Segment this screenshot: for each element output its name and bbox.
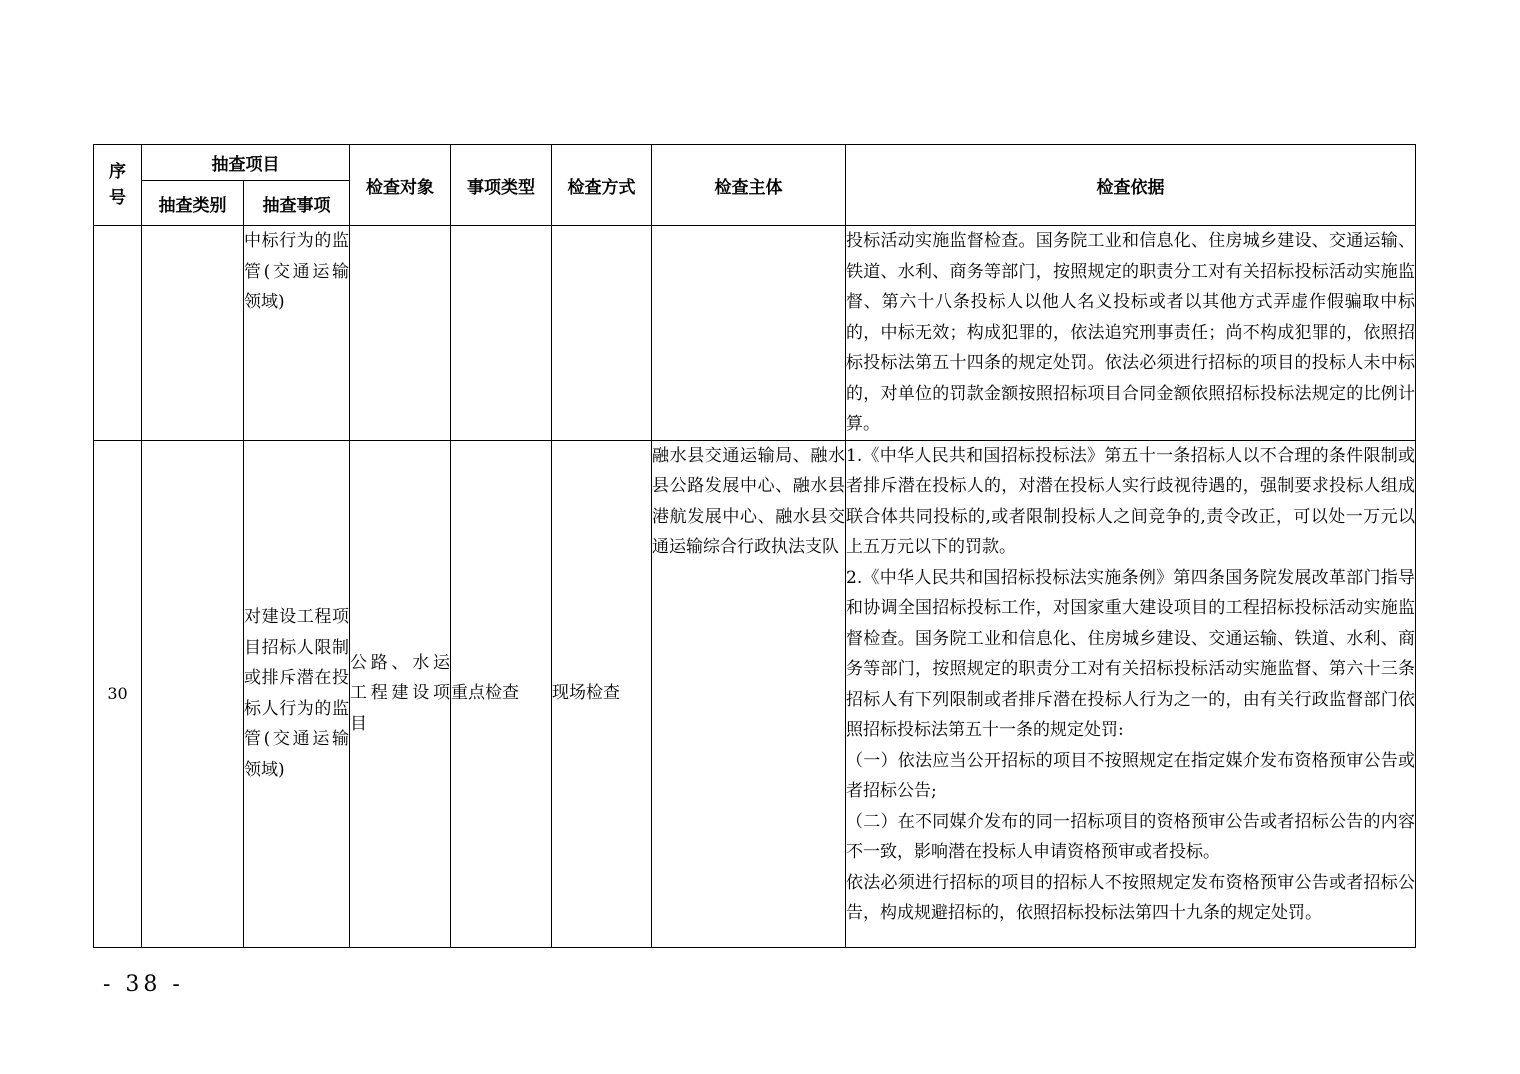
table-row: [94, 226, 1416, 441]
cell-seq: 30: [94, 440, 142, 947]
cell-target: [350, 226, 451, 441]
header-item: 抽查事项: [244, 181, 350, 226]
header-seq: 序号: [94, 145, 142, 226]
cell-category: [142, 226, 244, 441]
page-number: - 38 -: [103, 972, 184, 997]
table-row: [94, 440, 1416, 947]
cell-subject: [652, 226, 846, 441]
cell-basis: [846, 440, 1416, 947]
basis-paragraph: （二）在不同媒介发布的同一招标项目的资格预审公告或者招标公告的内容不一致，影响潜在投标人申请资格预审或者投标。: [846, 811, 1415, 862]
inspection-table: [93, 144, 1416, 948]
basis-paragraph: 2.《中华人民共和国招标投标法实施条例》第四条国务院发展改革部门指导和协调全国招标投标工作，对国家重大建设项目的工程招标投标活动实施监督检查。国务院工业和信息化、住房城乡建设、交通运输、铁道、水利、商务等部门，按照规定的职责分工对有关招标投标活动实施监督、第六十三条招标人有下列限制或者排斥潜在投标人行为之一的，由有关行政监督部门依照招标投标法第五十一条的规定处罚:: [846, 567, 1415, 740]
cell-method: [552, 226, 652, 441]
header-subject: 检查主体: [652, 145, 846, 226]
cell-target: 公路、水运工程建设项目: [350, 440, 451, 947]
cell-subject: 融水县交通运输局、融水县公路发展中心、融水县港航发展中心、融水县交通运输综合行政执法支队: [652, 440, 846, 947]
header-method: 检查方式: [552, 145, 652, 226]
header-target: 检查对象: [350, 145, 451, 226]
cell-category: [142, 440, 244, 947]
header-category: 抽查类别: [142, 181, 244, 226]
basis-paragraph: 依法必须进行招标的项目的招标人不按照规定发布资格预审公告或者招标公告，构成规避招标的，依照招标投标法第四十九条的规定处罚。: [846, 872, 1415, 923]
cell-item: 中标行为的监管(交通运输领域): [244, 226, 350, 441]
cell-method: 现场检查: [552, 440, 652, 947]
header-basis: 检查依据: [846, 145, 1416, 226]
cell-seq: [94, 226, 142, 441]
basis-paragraph: 投标活动实施监督检查。国务院工业和信息化、住房城乡建设、交通运输、铁道、水利、商务等部门，按照规定的职责分工对有关招标投标活动实施监督、第六十八条投标人以他人名义投标或者以其他方式弄虚作假骗取中标的，中标无效；构成犯罪的，依法追究刑事责任；尚不构成犯罪的，依照招标投标法第五十四条的规定处罚。依法必须进行招标的项目的投标人未中标的，对单位的罚款金额按照招标项目合同金额依照招标投标法规定的比例计算。: [846, 231, 1415, 434]
basis-paragraph: （一）依法应当公开招标的项目不按照规定在指定媒介发布资格预审公告或者招标公告;: [846, 750, 1415, 801]
cell-basis: [846, 226, 1416, 441]
basis-paragraph: 1.《中华人民共和国招标投标法》第五十一条招标人以不合理的条件限制或者排斥潜在投标人的，对潜在投标人实行歧视待遇的，强制要求投标人组成联合体共同投标的,或者限制投标人之间竞争的,责令改正，可以处一万元以上五万元以下的罚款。: [846, 445, 1415, 557]
header-project-group: 抽查项目: [142, 145, 350, 181]
cell-item: 对建设工程项目招标人限制或排斥潜在投标人行为的监管(交通运输领域): [244, 440, 350, 947]
header-type: 事项类型: [451, 145, 552, 226]
cell-type: [451, 226, 552, 441]
cell-type: 重点检查: [451, 440, 552, 947]
